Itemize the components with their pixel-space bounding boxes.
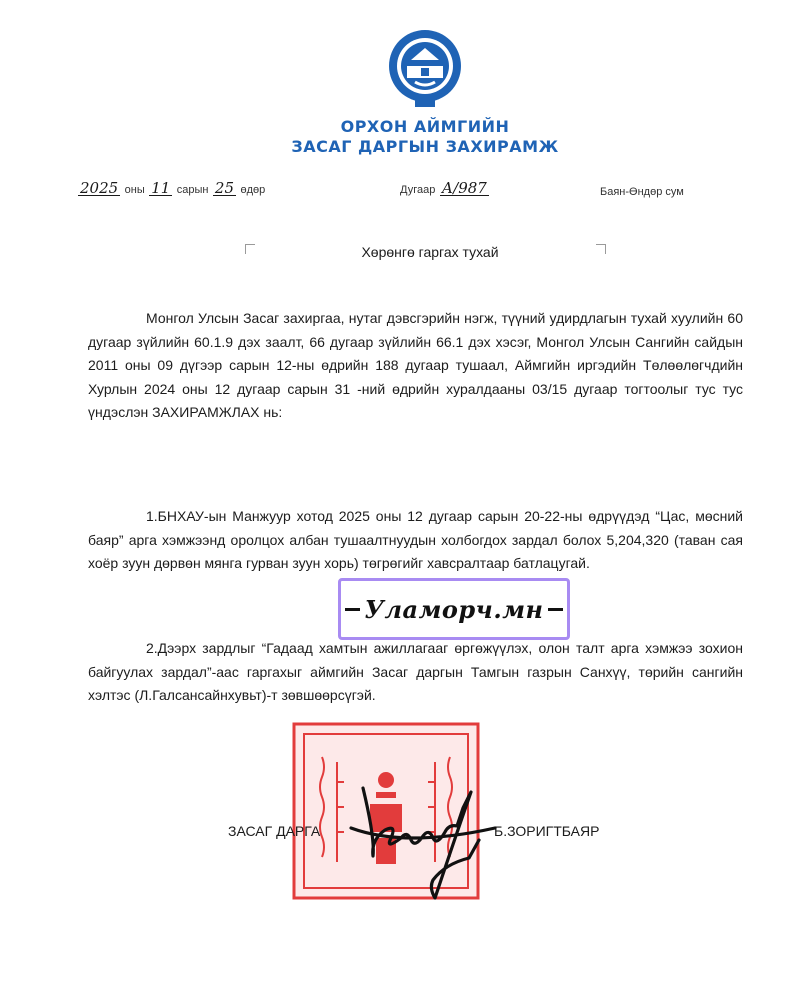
date-line	[78, 180, 278, 198]
signer-name: Б.ЗОРИГТБАЯР	[494, 823, 600, 839]
watermark-text: Уламорч.мн	[364, 594, 544, 624]
signer-title: ЗАСАГ ДАРГА	[228, 823, 321, 839]
document-number	[400, 180, 489, 198]
paragraph-preamble: Монгол Улсын Засаг захиргаа, нутаг дэвсгэрийн нэгж, түүний удирдлагын тухай хуулийн 60 дугаар зүйлийн 60.1.9 дэх заалт, 66 дугаар зүйлийн 66.1 дэх хэсэг, Монгол Улсын Сангийн сайдын 2011 оны 09 дүгээр сарын 12-ны өдрийн 188 дугаар тушаал, Аймгийн иргэдийн Төлөөлөгчдийн Хурлын 2024 оны 12 дугаар сарын 31 -ний өдрийн хуралдааны 03/15 дугаар тогтоолыг тус тус үндэслэн ЗАХИРАМЖЛАХ нь:	[88, 310, 743, 420]
document-subject: Хөрөнгө гаргах тухай	[361, 244, 499, 260]
document-type-title: ЗАСАГ ДАРГЫН ЗАХИРАМЖ	[291, 137, 559, 156]
date-month: 11	[151, 179, 171, 197]
date-year: 2025	[80, 179, 119, 197]
issue-place: Баян-Өндөр сум	[600, 186, 684, 198]
number-value: А/987	[441, 179, 487, 197]
date-day-suffix: өдөр	[240, 184, 266, 196]
organization-name: ОРХОН АЙМГИЙН	[340, 117, 510, 136]
watermark-bar-right	[548, 608, 563, 611]
watermark-bar-left	[345, 608, 360, 611]
handwritten-signature	[345, 768, 505, 910]
date-month-suffix: сарын	[176, 184, 209, 196]
watermark-badge	[338, 578, 570, 640]
number-label: Дугаар	[400, 184, 436, 196]
date-day: 25	[214, 179, 235, 197]
date-year-suffix: оны	[124, 184, 145, 196]
paragraph-item-2: 2.Дээрх зардлыг “Гадаад хамтын ажиллагааг өргөжүүлэх, олон талт арга хэмжээ зохион байгуулах зардал”-аас гаргахыг аймгийн Засаг даргын Тамгын газрын Санхүү, төрийн сангийн хэлтэс (Л.Галсансайнхувьт)-т зөвшөөрсүгэй.	[88, 640, 743, 703]
emblem-icon	[385, 26, 465, 110]
paragraph-item-1: 1.БНХАУ-ын Манжуур хотод 2025 оны 12 дугаар сарын 20-22-ны өдрүүдэд “Цас, мөсний баяр” арга хэмжээнд оролцох албан тушаалтнуудын холбогдох зардал болох 5,204,320 (таван сая хоёр зуун дөрвөн мянга гурван зуун хорь) төгрөгийг хавсралтаар батлацугай.	[88, 508, 743, 571]
